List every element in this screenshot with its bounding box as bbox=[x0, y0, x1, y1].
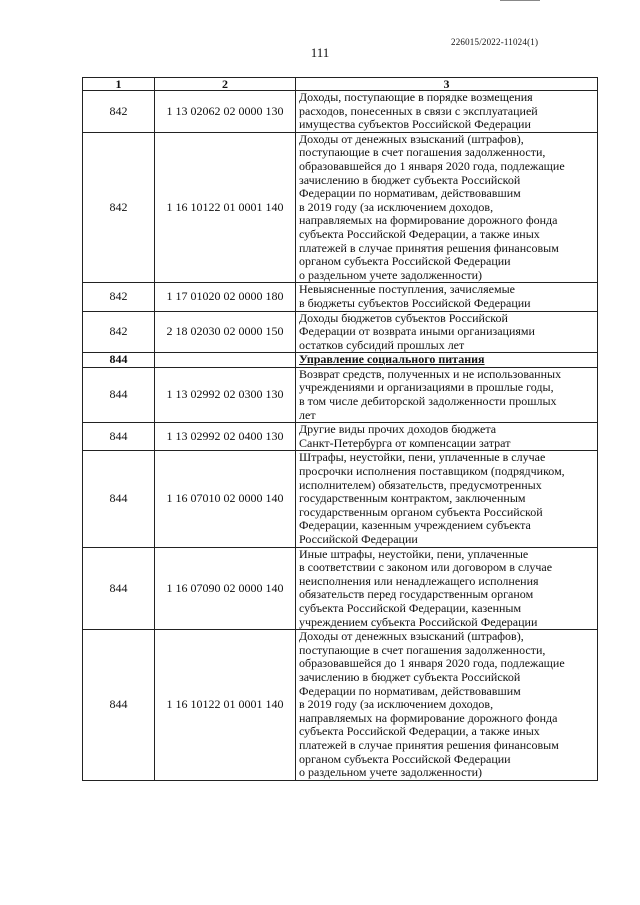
description-line: Санкт-Петербурга от компенсации затрат bbox=[299, 435, 511, 450]
table-row bbox=[83, 132, 598, 283]
budget-code-cell: 2 18 02030 02 0000 150 bbox=[155, 311, 296, 353]
admin-code-cell: 842 bbox=[83, 283, 155, 311]
column-header: 1 bbox=[83, 78, 155, 91]
description-line: в соответствии с законом или договором в случае bbox=[299, 560, 553, 575]
admin-code-cell: 844 bbox=[83, 423, 155, 451]
description-line: Доходы от денежных взысканий (штрафов), bbox=[299, 629, 524, 644]
description-line: просрочки исполнения поставщиком (подрядчиком, bbox=[299, 464, 565, 479]
description-line: Штрафы, неустойки, пени, уплаченные в случае bbox=[299, 450, 546, 465]
table-row bbox=[83, 283, 598, 311]
table-row bbox=[83, 547, 598, 630]
table-row bbox=[83, 367, 598, 422]
admin-code-cell: 842 bbox=[83, 132, 155, 283]
description-cell bbox=[296, 367, 598, 422]
budget-code-cell: 1 16 10122 01 0001 140 bbox=[155, 630, 296, 781]
description-line: органом субъекта Российской Федерации bbox=[299, 254, 511, 269]
description-cell bbox=[296, 91, 598, 133]
section-row bbox=[83, 353, 598, 368]
description-line: поступающие в счет погашения задолженности, bbox=[299, 642, 546, 657]
revenue-codes-table bbox=[82, 77, 598, 781]
description-line: в том числе дебиторской задолженности прошлых bbox=[299, 394, 557, 409]
description-line: государственным органом субъекта Российской bbox=[299, 504, 543, 519]
description-line: образовавшейся до 1 января 2020 года, подлежащие bbox=[299, 158, 565, 173]
document-id: 226015/2022-11024(1) bbox=[451, 37, 539, 47]
description-line: Федерации по нормативам, действовавшим bbox=[299, 683, 521, 698]
scan-edge-mark bbox=[500, 0, 540, 1]
description-cell bbox=[296, 423, 598, 451]
description-line: субъекта Российской Федерации, а также иных bbox=[299, 724, 540, 739]
description-line: Федерации, казенным учреждением субъекта bbox=[299, 518, 531, 533]
description-line: Управление социального питания bbox=[299, 352, 485, 367]
description-line: лет bbox=[299, 407, 316, 422]
description-line: Невыясненные поступления, зачисляемые bbox=[299, 282, 515, 297]
description-line: Доходы от денежных взысканий (штрафов), bbox=[299, 131, 524, 146]
budget-code-cell: 1 16 10122 01 0001 140 bbox=[155, 132, 296, 283]
column-header: 3 bbox=[296, 78, 598, 91]
table-header-row bbox=[83, 78, 598, 91]
description-line: Федерации от возврата иными организациями bbox=[299, 324, 535, 339]
description-line: образовавшейся до 1 января 2020 года, подлежащие bbox=[299, 656, 565, 671]
admin-code-cell: 844 bbox=[83, 630, 155, 781]
description-cell bbox=[296, 283, 598, 311]
budget-code-cell: 1 13 02992 02 0300 130 bbox=[155, 367, 296, 422]
description-cell bbox=[296, 547, 598, 630]
page-number: 111 bbox=[310, 45, 330, 60]
budget-code-cell: 1 13 02992 02 0400 130 bbox=[155, 423, 296, 451]
description-line: органом субъекта Российской Федерации bbox=[299, 751, 511, 766]
admin-code-cell: 844 bbox=[83, 367, 155, 422]
description-line: Российской Федерации bbox=[299, 532, 418, 546]
description-line: в бюджеты субъектов Российской Федерации bbox=[299, 295, 531, 310]
description-line: Другие виды прочих доходов бюджета bbox=[299, 422, 497, 437]
admin-code-cell: 844 bbox=[83, 353, 155, 368]
description-line: расходов, понесенных в связи с эксплуатацией bbox=[299, 103, 538, 118]
description-line: Доходы, поступающие в порядке возмещения bbox=[299, 90, 533, 104]
description-line: Федерации по нормативам, действовавшим bbox=[299, 186, 521, 201]
description-line: учреждениями и организациями в прошлые годы, bbox=[299, 380, 554, 395]
description-line: имущества субъектов Российской Федерации bbox=[299, 117, 531, 132]
table-row bbox=[83, 423, 598, 451]
description-line: о раздельном учете задолженности) bbox=[299, 765, 483, 780]
description-cell bbox=[296, 132, 598, 283]
description-cell bbox=[296, 311, 598, 353]
admin-code-cell: 844 bbox=[83, 547, 155, 630]
table-row bbox=[83, 311, 598, 353]
admin-code-cell: 842 bbox=[83, 91, 155, 133]
description-line: о раздельном учете задолженности) bbox=[299, 267, 483, 282]
budget-code-cell: 1 13 02062 02 0000 130 bbox=[155, 91, 296, 133]
description-line: Иные штрафы, неустойки, пени, уплаченные bbox=[299, 546, 529, 561]
description-line: неисполнения или ненадлежащего исполнения bbox=[299, 573, 539, 588]
description-line: Доходы бюджетов субъектов Российской bbox=[299, 310, 508, 325]
description-cell bbox=[296, 353, 598, 368]
description-line: направляемых на формирование дорожного фонда bbox=[299, 213, 558, 228]
column-header: 2 bbox=[155, 78, 296, 91]
description-cell bbox=[296, 451, 598, 547]
admin-code-cell: 842 bbox=[83, 311, 155, 353]
description-line: остатков субсидий прошлых лет bbox=[299, 337, 465, 352]
description-line: учреждением субъекта Российской Федерации bbox=[299, 614, 538, 629]
description-line: государственным контрактом, заключенным bbox=[299, 491, 526, 506]
description-line: зачислению в бюджет субъекта Российской bbox=[299, 172, 521, 187]
budget-code-cell bbox=[155, 353, 296, 368]
description-line: субъекта Российской Федерации, а также иных bbox=[299, 226, 540, 241]
description-line: субъекта Российской Федерации, казенным bbox=[299, 600, 522, 615]
table-row bbox=[83, 630, 598, 781]
admin-code-cell: 844 bbox=[83, 451, 155, 547]
budget-code-cell: 1 17 01020 02 0000 180 bbox=[155, 283, 296, 311]
description-line: зачислению в бюджет субъекта Российской bbox=[299, 669, 521, 684]
description-line: поступающие в счет погашения задолженности, bbox=[299, 145, 546, 160]
description-line: платежей в случае принятия решения финансовым bbox=[299, 737, 559, 752]
description-line: направляемых на формирование дорожного фонда bbox=[299, 710, 558, 725]
description-line: платежей в случае принятия решения финансовым bbox=[299, 240, 559, 255]
description-line: исполнителем) обязательств, предусмотренных bbox=[299, 477, 542, 492]
table-row bbox=[83, 451, 598, 547]
description-line: Возврат средств, полученных и не использованных bbox=[299, 366, 562, 381]
description-line: в 2019 году (за исключением доходов, bbox=[299, 199, 494, 214]
budget-code-cell: 1 16 07010 02 0000 140 bbox=[155, 451, 296, 547]
description-line: в 2019 году (за исключением доходов, bbox=[299, 697, 494, 712]
description-cell bbox=[296, 630, 598, 781]
budget-code-cell: 1 16 07090 02 0000 140 bbox=[155, 547, 296, 630]
table-body bbox=[83, 91, 598, 781]
table-row bbox=[83, 91, 598, 133]
description-line: обязательств перед государственным органом bbox=[299, 587, 534, 602]
